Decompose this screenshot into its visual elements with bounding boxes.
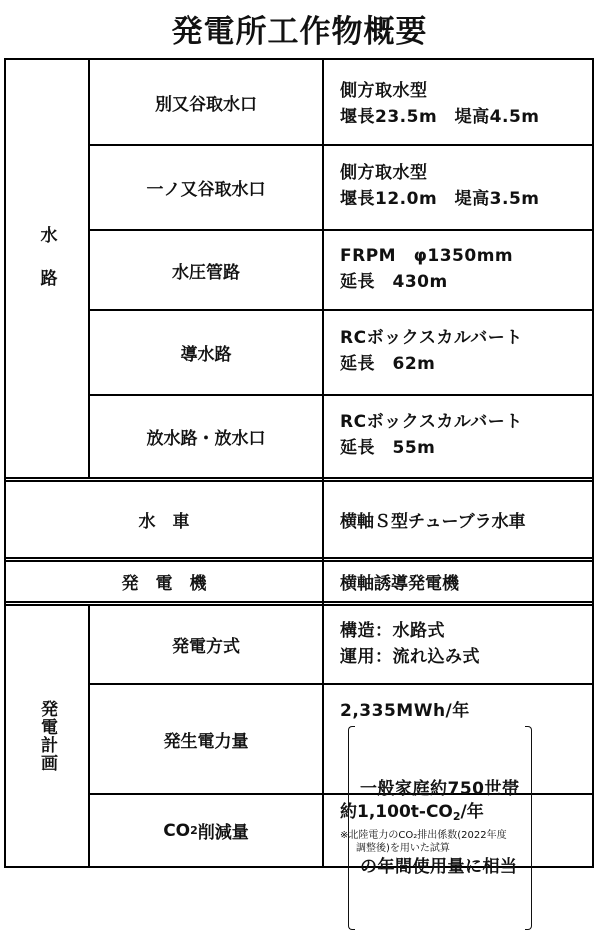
item-name: 発生電力量 xyxy=(163,731,249,752)
item-name: 導水路 xyxy=(180,345,232,365)
item-name-co2: CO 2 削減量 xyxy=(163,820,249,843)
item-name: 一ノ又谷取水口 xyxy=(146,180,266,200)
household-equivalent-bracket: 一般家庭約750世帯 の年間使用量に相当 xyxy=(346,724,534,932)
hatsudenki-label: 発 電 機 xyxy=(121,574,207,594)
item-spec: 2,335MWh/年 一般家庭約750世帯 の年間使用量に相当 xyxy=(340,698,590,932)
item-name: 水圧管路 xyxy=(172,262,240,283)
group-label-suiro xyxy=(6,60,88,477)
item-spec: 側方取水型 堰長23.5m 堤高4.5m xyxy=(340,81,540,127)
item-spec: RCボックスカルバート 延長 62m xyxy=(340,328,523,374)
item-name: 放水路・放水口 xyxy=(146,429,266,449)
hatsudenki-spec: 横軸誘導発電機 xyxy=(340,574,459,594)
item-spec: FRPM φ1350mm 延長 430m xyxy=(340,246,514,292)
group-label-keikaku xyxy=(6,606,88,866)
item-spec: 側方取水型 堰長12.0m 堤高3.5m xyxy=(340,163,540,209)
suisha-label: 水 車 xyxy=(138,512,190,532)
item-name: 発電方式 xyxy=(172,637,240,657)
group-label-keikaku-text: 発電計画 xyxy=(37,700,57,772)
group-label-suiro-text: 水路 xyxy=(36,225,57,312)
suisha-spec: 横軸Ｓ型チューブラ水車 xyxy=(340,512,526,532)
item-spec: 構造：水路式 運用：流れ込み式 xyxy=(340,621,480,667)
item-name: 別又谷取水口 xyxy=(155,94,257,115)
item-spec: RCボックスカルバート 延長 55m xyxy=(340,412,523,458)
page-title: 発電所工作物概要 xyxy=(171,14,428,50)
co2-note: ※北陸電力のCO₂排出係数(2022年度 調整後)を用いた試算 xyxy=(340,830,507,854)
co2-spec: 約$1,100t-CO_2/$年 ※北陸電力のCO₂排出係数(2022年度 調整後)を用いた試算 xyxy=(340,800,592,855)
column-divider-spec xyxy=(322,58,324,868)
